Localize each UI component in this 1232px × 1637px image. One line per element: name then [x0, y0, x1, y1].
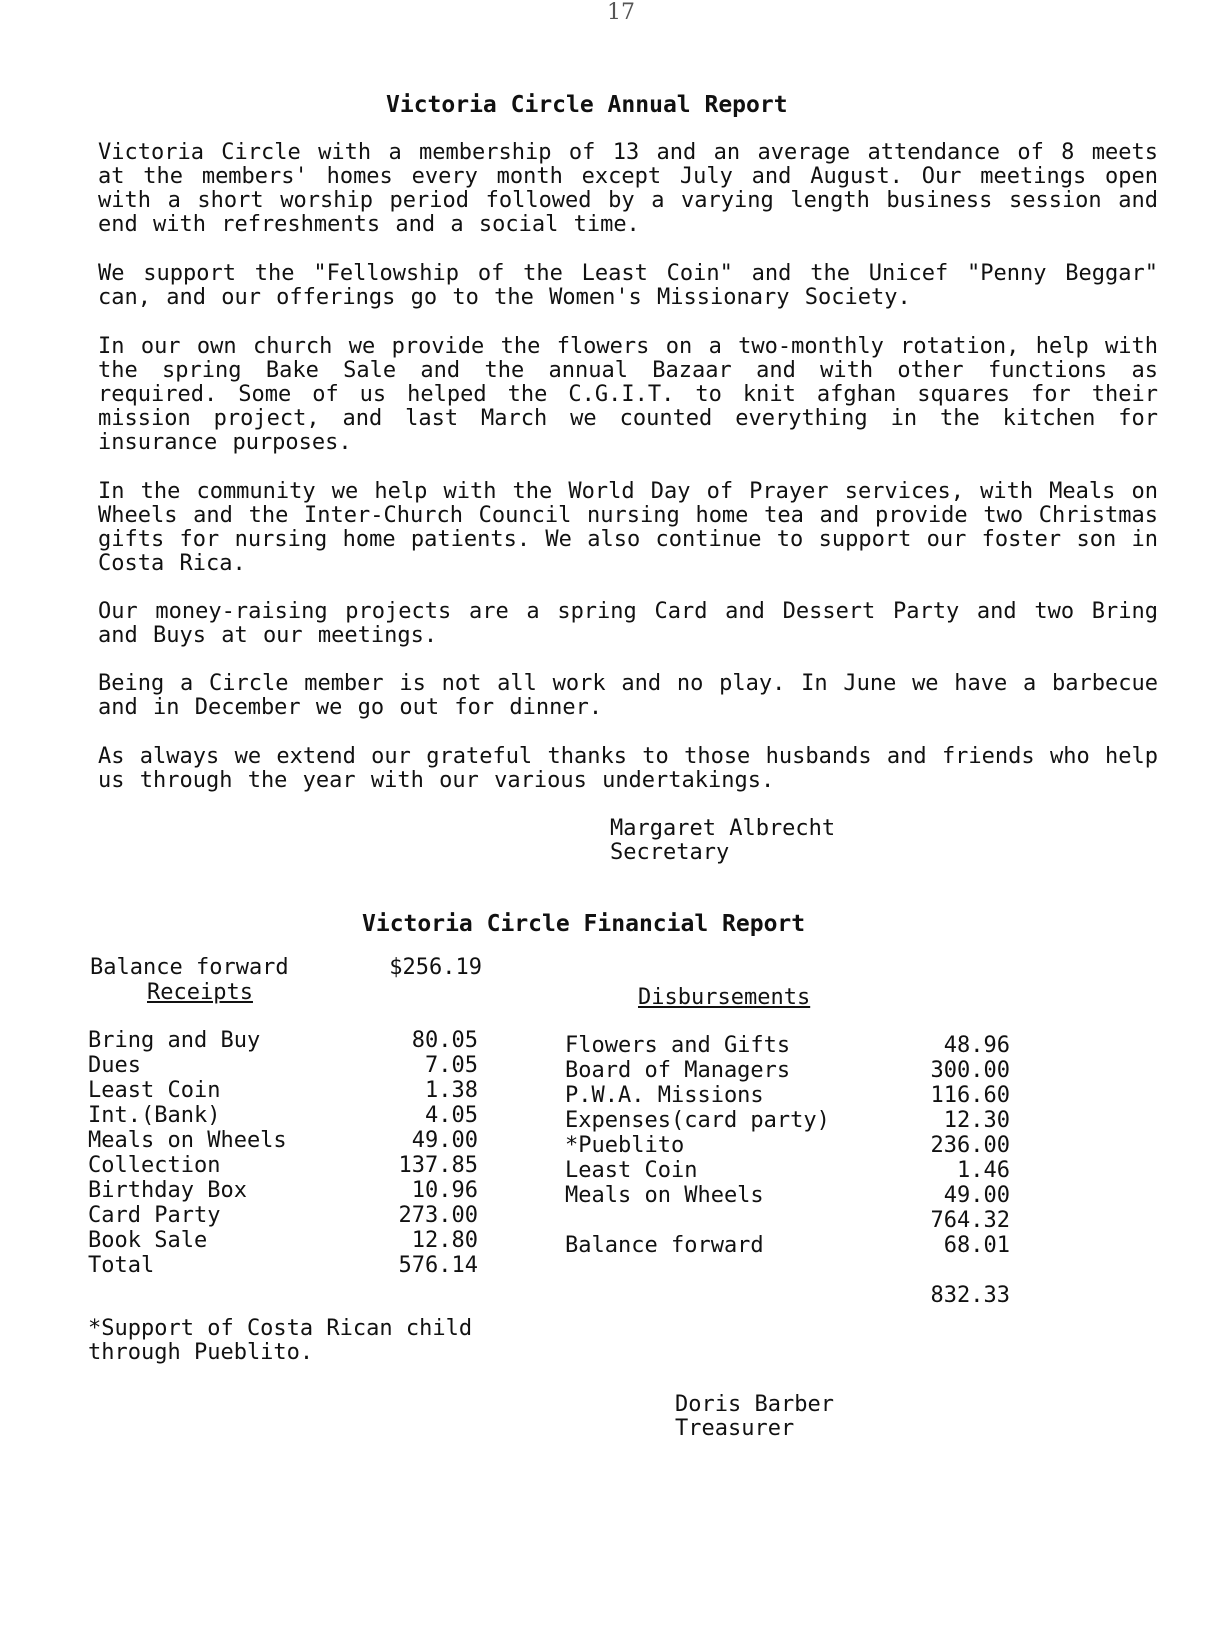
receipt-row	[88, 1203, 478, 1228]
receipts-table	[88, 1028, 478, 1278]
receipt-amount: 4.05	[425, 1103, 478, 1128]
receipt-amount: 49.00	[411, 1128, 478, 1153]
disbursement-grand-total: 832.33	[930, 1283, 1010, 1308]
disbursements-heading: Disbursements	[638, 985, 811, 1010]
receipt-label: Bring and Buy	[88, 1028, 261, 1053]
disbursement-row	[565, 1033, 1010, 1058]
disbursement-row	[565, 1083, 1010, 1108]
receipt-row	[88, 1128, 478, 1153]
disbursement-amount: 116.60	[930, 1083, 1010, 1108]
footnote-line: *Support of Costa Rican child	[88, 1316, 473, 1341]
disbursements-table	[565, 1033, 1010, 1308]
receipt-row	[88, 1103, 478, 1128]
receipt-label: Int.(Bank)	[88, 1103, 221, 1128]
disbursement-amount: 236.00	[930, 1133, 1010, 1158]
disbursement-label: Least Coin	[565, 1158, 698, 1183]
disbursement-balance-amount: 68.01	[943, 1233, 1010, 1258]
balance-forward-label: Balance forward	[90, 955, 289, 980]
annual-report-paragraph: Our money-raising projects are a spring Card and Dessert Party and two Bring and Buys at our meetings.	[98, 599, 1158, 648]
annual-report-paragraph: In the community we help with the World Day of Prayer services, with Meals on Wheels and the Inter-Church Council nursing home tea and provide two Christmas gifts for nursing home patients. We also continue to support our foster son in Costa Rica.	[98, 479, 1158, 576]
disbursement-label: Board of Managers	[565, 1058, 791, 1083]
receipt-row	[88, 1153, 478, 1178]
disbursement-balance-label: Balance forward	[565, 1233, 764, 1258]
secretary-signature	[610, 817, 835, 865]
disbursement-balance-row	[565, 1233, 1010, 1258]
annual-report-paragraph: We support the "Fellowship of the Least Coin" and the Unicef "Penny Beggar" can, and our offerings go to the Women's Missionary Society.	[98, 261, 1158, 310]
disbursement-amount: 1.46	[957, 1158, 1010, 1183]
treasurer-name: Doris Barber	[675, 1392, 834, 1417]
secretary-name: Margaret Albrecht	[610, 816, 836, 841]
receipt-label: Birthday Box	[88, 1178, 247, 1203]
receipt-row	[88, 1028, 478, 1053]
page-number: 17	[607, 0, 635, 25]
receipt-label: Meals on Wheels	[88, 1128, 287, 1153]
footnote	[88, 1317, 472, 1365]
disbursement-label: *Pueblito	[565, 1133, 685, 1158]
disbursement-subtotal-row	[565, 1208, 1010, 1233]
disbursement-row	[565, 1133, 1010, 1158]
disbursement-subtotal-amount: 764.32	[930, 1208, 1010, 1233]
financial-report-title: Victoria Circle Financial Report	[362, 911, 806, 937]
receipt-total-amount: 576.14	[398, 1253, 478, 1278]
disbursement-label: Flowers and Gifts	[565, 1033, 791, 1058]
disbursement-amount: 49.00	[943, 1183, 1010, 1208]
annual-report-paragraph: As always we extend our grateful thanks to those husbands and friends who help us through the year with our various undertakings.	[98, 744, 1158, 793]
receipt-amount: 12.80	[411, 1228, 478, 1253]
annual-report-title: Victoria Circle Annual Report	[386, 92, 788, 118]
receipts-heading: Receipts	[147, 980, 253, 1005]
receipt-amount: 1.38	[425, 1078, 478, 1103]
treasurer-signature	[675, 1393, 834, 1441]
receipt-label: Card Party	[88, 1203, 221, 1228]
receipt-total-label: Total	[88, 1253, 155, 1278]
footnote-line: through Pueblito.	[88, 1340, 314, 1365]
receipt-amount: 137.85	[398, 1153, 478, 1178]
receipt-row	[88, 1078, 478, 1103]
receipt-label: Dues	[88, 1053, 141, 1078]
disbursement-amount: 300.00	[930, 1058, 1010, 1083]
balance-forward-amount: $256.19	[389, 955, 482, 980]
disbursement-label: Meals on Wheels	[565, 1183, 764, 1208]
disbursement-row	[565, 1183, 1010, 1208]
disbursement-label: Expenses(card party)	[565, 1108, 830, 1133]
annual-report-paragraph: Being a Circle member is not all work and no play. In June we have a barbecue and in December we go out for dinner.	[98, 671, 1158, 720]
annual-report-paragraph: In our own church we provide the flowers on a two-monthly rotation, help with the spring Bake Sale and the annual Bazaar and with other functions as required. Some of us helped the C.G.I.T. to knit afghan squares for their mission project, and last March we counted everything in the kitchen for insurance purposes.	[98, 334, 1158, 455]
receipt-amount: 273.00	[398, 1203, 478, 1228]
receipt-total-row	[88, 1253, 478, 1278]
disbursement-amount: 48.96	[943, 1033, 1010, 1058]
receipt-label: Least Coin	[88, 1078, 221, 1103]
balance-forward-row	[90, 955, 482, 980]
disbursement-row	[565, 1158, 1010, 1183]
receipt-label: Book Sale	[88, 1228, 208, 1253]
receipt-label: Collection	[88, 1153, 221, 1178]
treasurer-role: Treasurer	[675, 1416, 795, 1441]
receipt-amount: 10.96	[411, 1178, 478, 1203]
disbursement-row	[565, 1108, 1010, 1133]
disbursement-grand-total-row	[565, 1283, 1010, 1308]
receipt-amount: 7.05	[425, 1053, 478, 1078]
receipt-row	[88, 1178, 478, 1203]
receipt-row	[88, 1228, 478, 1253]
disbursement-row	[565, 1058, 1010, 1083]
receipt-row	[88, 1053, 478, 1078]
annual-report-paragraph: Victoria Circle with a membership of 13 and an average attendance of 8 meets at the members' homes every month except July and August. Our meetings open with a short worship period followed by a varying length business session and end with refreshments and a social time.	[98, 140, 1158, 237]
receipt-amount: 80.05	[411, 1028, 478, 1053]
disbursement-label: P.W.A. Missions	[565, 1083, 764, 1108]
secretary-role: Secretary	[610, 840, 730, 865]
disbursement-amount: 12.30	[943, 1108, 1010, 1133]
